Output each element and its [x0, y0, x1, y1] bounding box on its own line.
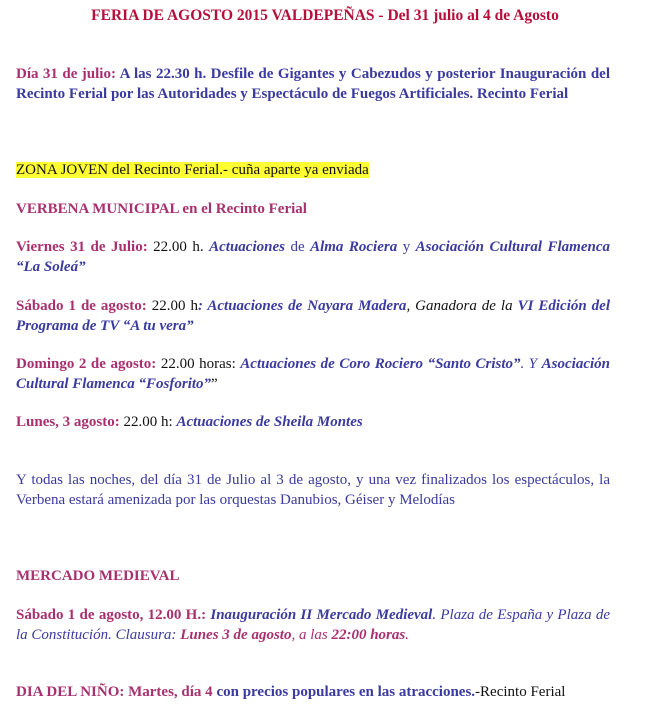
- connector-text: , a las: [291, 627, 332, 643]
- paragraph-lunes: [16, 412, 610, 432]
- paragraph-zona-joven: [16, 160, 610, 180]
- date-label: Sábado 1 de agosto:: [16, 298, 147, 314]
- period-text: .: [405, 627, 409, 643]
- connector-text: y: [397, 239, 416, 255]
- date-label: Domingo 2 de agosto:: [16, 356, 157, 372]
- closing-time: 22:00 horas: [331, 627, 406, 643]
- paragraph-viernes: [16, 237, 610, 277]
- date-label: DIA DEL NIÑO:: [16, 684, 125, 700]
- location-text: -Recinto Ferial: [475, 684, 566, 700]
- quote-mark: ”: [211, 376, 218, 392]
- date-label: Día 31 de julio:: [16, 66, 116, 82]
- program-name: VI Edición del Programa de TV “A tu vera”: [16, 298, 611, 334]
- day-text: Martes, día 4: [124, 684, 217, 700]
- prices-text: con precios populares en las atracciones.: [216, 684, 476, 700]
- performer-name: Asociación Cultural Flamenca “La Soleá”: [16, 239, 610, 275]
- mercado-heading: MERCADO MEDIEVAL: [16, 568, 180, 584]
- connector-text: . Y: [520, 356, 542, 372]
- performance-text: Actuaciones: [209, 239, 285, 255]
- orchestras-text: Y todas las noches, del día 31 de Julio al 3 de agosto, y una vez finalizados los espectáculos, la Verbena estará amenizada por las orquestas Danubios, Géiser y Melodías: [16, 472, 610, 508]
- paragraph-todas-las-noches: [16, 470, 610, 510]
- page-title: FERIA DE AGOSTO 2015 VALDEPEÑAS - Del 31 julio al 4 de Agosto: [91, 7, 559, 24]
- event-text: A las 22.30 h. Desfile de Gigantes y Cabezudos y posterior Inauguración del Recinto Ferial por las Autoridades y Espectáculo de Fuegos Artificiales. Recinto Ferial: [16, 66, 611, 102]
- location-text: . Plaza de España y Plaza de la Constitución. Clausura:: [16, 607, 611, 643]
- section-heading-verbena: [16, 199, 610, 219]
- performance-text: Actuaciones de Sheila Montes: [176, 414, 363, 430]
- date-label: Sábado 1 de agosto, 12.00 H.:: [16, 607, 207, 623]
- performer-name: Alma Rociera: [310, 239, 398, 255]
- performer-name: Asociación Cultural Flamenca “Fosforito”: [16, 356, 611, 392]
- section-heading-mercado: [16, 566, 610, 586]
- highlighted-note: ZONA JOVEN del Recinto Ferial.- cuña aparte ya enviada: [16, 162, 369, 178]
- connector-text: de: [284, 239, 311, 255]
- performer-name: de Nayara Madera: [283, 298, 407, 314]
- paragraph-sabado: [16, 296, 610, 336]
- performance-text: Actuaciones de Coro Rociero “Santo Cristo”: [240, 356, 521, 372]
- paragraph-dia-del-nino: [16, 682, 610, 702]
- time-text: 22.00 h.: [147, 239, 210, 255]
- paragraph-mercado: [16, 605, 610, 645]
- event-name: Inauguración II Mercado Medieval: [206, 607, 433, 623]
- date-label: Viernes 31 de Julio:: [16, 239, 148, 255]
- description-text: , Ganadora de la: [406, 298, 518, 314]
- time-text: 22.00 h:: [119, 414, 177, 430]
- time-text: 22.00 horas:: [156, 356, 241, 372]
- verbena-heading: VERBENA MUNICIPAL en el Recinto Ferial: [16, 201, 307, 217]
- date-label: Lunes, 3 agosto:: [16, 414, 120, 430]
- paragraph-domingo: [16, 354, 610, 394]
- paragraph-dia-31: [16, 64, 610, 104]
- closing-date: Lunes 3 de agosto: [180, 627, 292, 643]
- performance-text: : Actuaciones: [197, 298, 284, 314]
- time-text: 22.00 h: [146, 298, 198, 314]
